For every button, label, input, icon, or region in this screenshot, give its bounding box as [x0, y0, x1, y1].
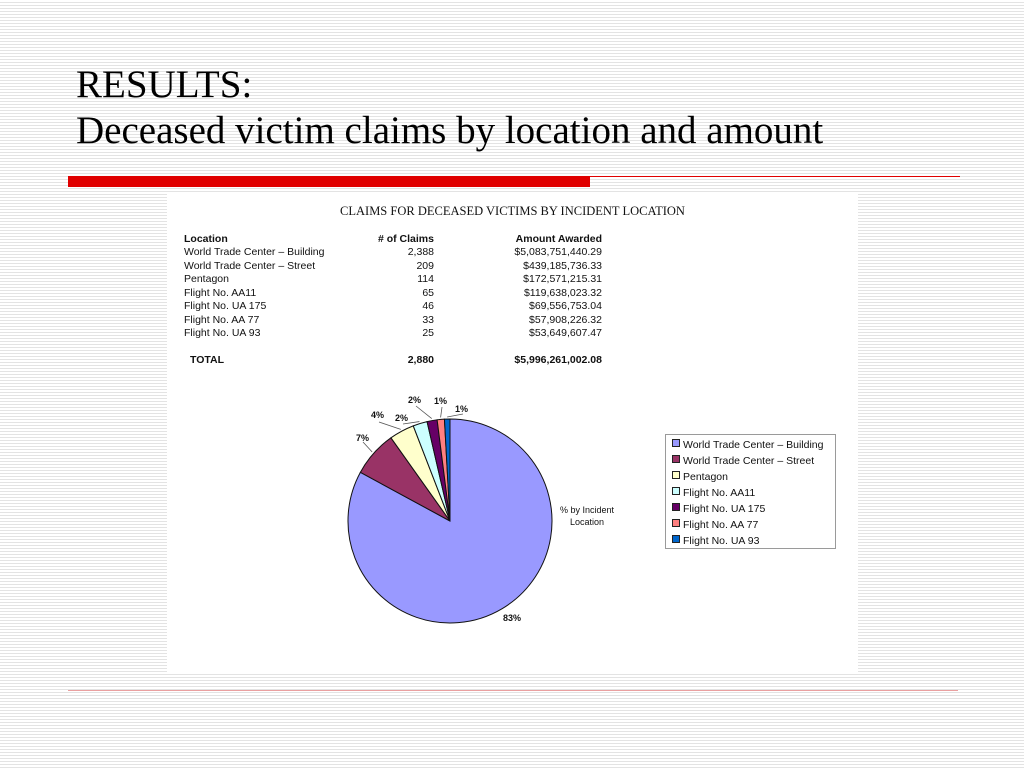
pie-leader-line [416, 406, 432, 419]
table-row-claims: 2,388 [407, 246, 434, 258]
table-row-amount: $172,571,215.31 [523, 273, 602, 285]
pct-label-wtc-street: 7% [356, 433, 370, 443]
legend-label: Flight No. UA 175 [683, 503, 766, 515]
table-row-location: Flight No. AA 77 [184, 313, 260, 326]
table-row-claims: 33 [422, 313, 434, 326]
pie-leader-line [363, 442, 372, 452]
legend-label: Flight No. AA 77 [683, 519, 759, 531]
table-row-location: Flight No. UA 93 [184, 327, 261, 339]
pie-leader-line [447, 414, 463, 417]
legend-item [672, 487, 755, 499]
legend-swatch [672, 535, 680, 543]
legend-item [672, 471, 728, 483]
legend-swatch [672, 455, 680, 463]
table-header-location: Location [184, 233, 228, 245]
table-header-amount: Amount Awarded [515, 233, 602, 245]
legend-label: World Trade Center – Building [683, 439, 824, 451]
legend-swatch [672, 503, 680, 511]
legend-swatch [672, 471, 680, 479]
table-row-claims: 114 [417, 273, 434, 285]
legend-item [672, 519, 758, 531]
table-row-claims: 46 [422, 300, 434, 312]
table-row-location: Flight No. AA11 [184, 286, 257, 299]
table-row-amount: $57,908,226.32 [529, 313, 602, 326]
table-row-location: Pentagon [184, 273, 229, 285]
table-row-amount: $439,185,736.33 [523, 259, 602, 272]
legend-swatch [672, 439, 680, 447]
table-row-amount: $69,556,753.04 [529, 300, 602, 312]
legend-label: Pentagon [683, 471, 728, 483]
legend-item [672, 535, 759, 547]
pct-label-ua175: 2% [408, 395, 422, 405]
pct-label-aa77: 1% [434, 396, 448, 406]
table-row-claims: 65 [422, 286, 434, 299]
table-row-claims: 209 [416, 259, 434, 272]
slide-title-line2: Deceased victim claims by location and amount [76, 109, 824, 152]
legend-item [672, 455, 814, 467]
table-total-amount: $5,996,261,002.08 [514, 354, 602, 366]
table-row-location: World Trade Center – Street [184, 259, 316, 272]
legend-label: Flight No. AA11 [683, 487, 756, 499]
chart-legend [665, 434, 836, 549]
pie-caption: % by Incident Location [559, 505, 615, 527]
pct-label-ua93: 1% [455, 404, 469, 414]
table-row-amount: $5,083,751,440.29 [514, 246, 602, 258]
pct-label-wtc-building: 83% [503, 613, 522, 623]
title-underline-red [68, 176, 590, 187]
table-row-amount: $119,638,023.32 [523, 286, 602, 299]
legend-swatch [672, 487, 680, 495]
slide-title-line1: RESULTS: [76, 63, 253, 106]
legend-swatch [672, 519, 680, 527]
legend-item [672, 439, 823, 451]
table-row-amount: $53,649,607.47 [529, 327, 602, 339]
chart-figure [167, 192, 858, 672]
legend-label: World Trade Center – Street [683, 455, 815, 467]
legend-label: Flight No. UA 93 [683, 535, 760, 547]
table-total-claims: 2,880 [407, 354, 434, 366]
pct-label-aa11: 2% [395, 413, 409, 423]
table-row-location: Flight No. UA 175 [184, 300, 267, 312]
pie-leader-line [441, 407, 442, 417]
bottom-rule [68, 690, 958, 691]
pie-chart [167, 192, 858, 672]
chart-title: CLAIMS FOR DECEASED VICTIMS BY INCIDENT LOCATION [340, 204, 685, 218]
table-row-claims: 25 [422, 327, 434, 339]
slide-title [76, 62, 823, 154]
legend-item [672, 503, 765, 515]
table-row-location: World Trade Center – Building [184, 246, 325, 258]
table-header-claims: # of Claims [377, 233, 434, 245]
title-underline-thin [590, 176, 960, 177]
pie-leader-line [379, 422, 401, 429]
pct-label-pentagon: 4% [371, 410, 385, 420]
table-total-label: TOTAL [190, 354, 225, 366]
